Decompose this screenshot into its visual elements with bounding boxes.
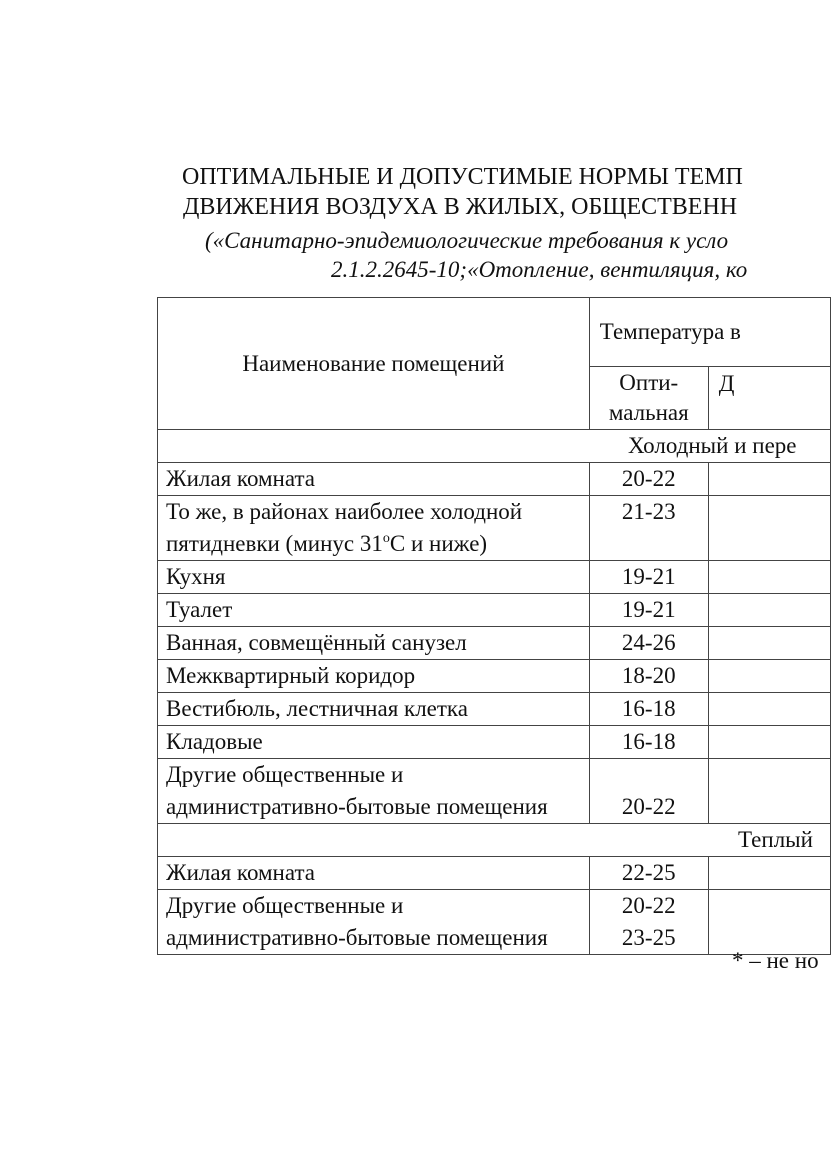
room-name: Жилая комната [158, 463, 590, 496]
permissible-value [708, 693, 830, 726]
table-row [158, 857, 831, 890]
section-warm-label: Теплый [158, 824, 831, 857]
table-row [158, 463, 831, 496]
header-optimal [589, 367, 708, 430]
permissible-value [708, 890, 830, 955]
header-optimal-line-1: Опти- [619, 370, 679, 395]
table-row [158, 660, 831, 693]
header-room-name: Наименование помещений [158, 298, 590, 430]
room-name [158, 496, 590, 561]
optimal-value: 21-23 [589, 496, 708, 561]
permissible-value [708, 496, 830, 561]
permissible-value [708, 561, 830, 594]
degree-sign: о [382, 531, 390, 546]
room-name: Вестибюль, лестничная клетка [158, 693, 590, 726]
room-name [158, 890, 590, 955]
room-name-line-2 [166, 528, 589, 560]
table-row [158, 726, 831, 759]
norms-table [157, 297, 831, 955]
table-row [158, 890, 831, 955]
section-cold-label: Холодный и пере [158, 430, 831, 463]
optimal-value: 16-18 [589, 726, 708, 759]
room-name-line-1: То же, в районах наиболее холодной [166, 499, 523, 524]
section-row-warm [158, 824, 831, 857]
permissible-value [708, 759, 830, 824]
room-name: Ванная, совмещённый санузел [158, 627, 590, 660]
room-name-line-2-suffix: С и ниже) [389, 531, 488, 556]
table-row [158, 561, 831, 594]
header-optimal-line-2: мальная [608, 400, 689, 425]
room-name [158, 759, 590, 824]
permissible-value [708, 857, 830, 890]
subtitle-line-2: 2.1.2.2645-10;«Отопление, вентиляция, ко [331, 257, 748, 282]
permissible-value [708, 463, 830, 496]
footnote: * – не но [732, 948, 819, 973]
room-name: Кухня [158, 561, 590, 594]
table-row [158, 693, 831, 726]
optimal-value: 19-21 [589, 594, 708, 627]
optimal-value: 20-22 [589, 759, 708, 824]
room-name: Жилая комната [158, 857, 590, 890]
room-name-line-1: Другие общественные и [166, 893, 404, 918]
header-permissible: Д [708, 367, 830, 430]
room-name: Кладовые [158, 726, 590, 759]
header-temperature: Температура в [589, 298, 830, 367]
permissible-value [708, 660, 830, 693]
permissible-value [708, 594, 830, 627]
table-row [158, 594, 831, 627]
optimal-value-line-2: 23-25 [621, 925, 676, 950]
title-line-2: ДВИЖЕНИЯ ВОЗДУХА В ЖИЛЫХ, ОБЩЕСТВЕНН [183, 194, 738, 220]
permissible-value [708, 627, 830, 660]
optimal-value: 24-26 [589, 627, 708, 660]
optimal-value: 20-22 [589, 463, 708, 496]
room-name-line-2-text: пятидневки (минус 31 [166, 531, 383, 556]
optimal-value: 22-25 [589, 857, 708, 890]
room-name-line-2: административно-бытовые помещения [166, 925, 548, 950]
table-row [158, 627, 831, 660]
table-row [158, 496, 831, 561]
optimal-value: 16-18 [589, 693, 708, 726]
table-row [158, 759, 831, 824]
room-name-line-2: административно-бытовые помещения [166, 794, 548, 819]
table-header-row [158, 298, 831, 367]
section-row-cold [158, 430, 831, 463]
optimal-value: 19-21 [589, 561, 708, 594]
optimal-value-line-1: 20-22 [621, 893, 676, 918]
permissible-value [708, 726, 830, 759]
room-name: Межквартирный коридор [158, 660, 590, 693]
room-name: Туалет [158, 594, 590, 627]
title-line-1: ОПТИМАЛЬНЫЕ И ДОПУСТИМЫЕ НОРМЫ ТЕМП [182, 164, 743, 190]
room-name-line-1: Другие общественные и [166, 762, 404, 787]
optimal-value [589, 890, 708, 955]
subtitle-line-1: («Санитарно-эпидемиологические требования к усло [205, 228, 729, 253]
optimal-value: 18-20 [589, 660, 708, 693]
